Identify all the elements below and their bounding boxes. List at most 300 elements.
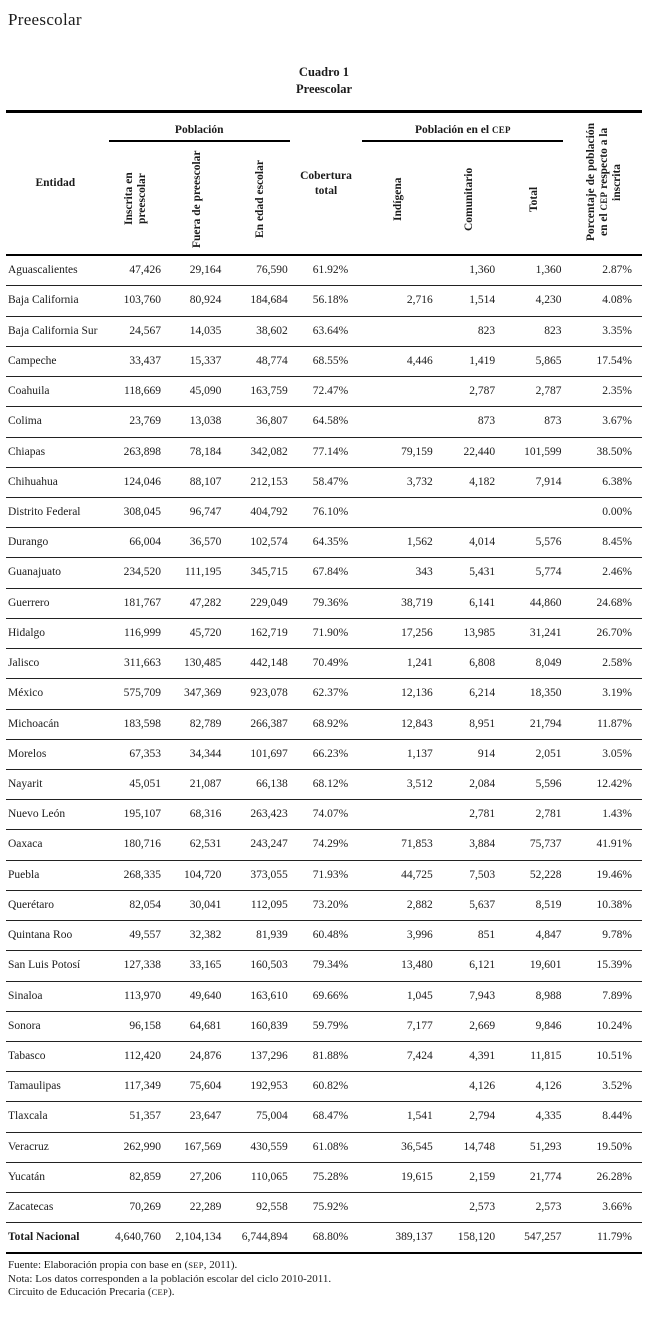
entity-name: Tamaulipas [6, 1072, 105, 1102]
table-row [6, 346, 642, 376]
cell-value: 4,335 [501, 1102, 567, 1132]
cell-value: 36,807 [227, 407, 293, 437]
entity-name: Colima [6, 407, 105, 437]
table-row [6, 286, 642, 316]
cell-value: 88,107 [167, 467, 227, 497]
entity-name: Zacatecas [6, 1193, 105, 1223]
cell-value: 78,184 [167, 437, 227, 467]
cell-value: 8.44% [567, 1102, 642, 1132]
data-table [6, 110, 642, 1255]
cell-value: 79.36% [294, 588, 358, 618]
cell-value: 5,774 [501, 558, 567, 588]
table-row [6, 769, 642, 799]
entity-name: Guerrero [6, 588, 105, 618]
cell-value: 6,808 [439, 649, 501, 679]
entity-name: Jalisco [6, 649, 105, 679]
table-row [6, 1102, 642, 1132]
col-header-comunitario [439, 147, 501, 255]
cell-value: 2.35% [567, 377, 642, 407]
cell-value: 3,732 [358, 467, 439, 497]
cell-value: 183,598 [105, 709, 167, 739]
cell-value: 389,137 [395, 1231, 433, 1244]
cell-value: 32,382 [167, 921, 227, 951]
cell-value: 2,084 [439, 769, 501, 799]
cell-value: 1,514 [439, 286, 501, 316]
footnote-cep [8, 1286, 642, 1299]
group-header-cep-text: Población en el [414, 124, 492, 136]
cell-value: 5,865 [501, 346, 567, 376]
cell-value: 62,531 [167, 830, 227, 860]
cell-value: 23,769 [105, 407, 167, 437]
cell-value: 873 [501, 407, 567, 437]
cell-value: 234,520 [105, 558, 167, 588]
entity-name: México [6, 679, 105, 709]
cell-value [358, 1072, 439, 1102]
cell-value: 6,744,894 [241, 1231, 288, 1244]
cell-value: 52,228 [501, 860, 567, 890]
cell-value: 110,065 [227, 1162, 293, 1192]
cell-value: 82,789 [167, 709, 227, 739]
cell-value: 13,985 [439, 618, 501, 648]
cell-value: 10.51% [567, 1041, 642, 1071]
cell-value: 873 [439, 407, 501, 437]
cell-value: 15,337 [167, 346, 227, 376]
table-title [6, 64, 642, 98]
entity-name: Sinaloa [6, 981, 105, 1011]
cell-value: 137,296 [227, 1041, 293, 1071]
cell-value: 70,269 [105, 1193, 167, 1223]
cell-value: 96,158 [105, 1011, 167, 1041]
cell-value: 4,014 [439, 528, 501, 558]
cell-value: 64.58% [294, 407, 358, 437]
cell-value: 1,045 [358, 981, 439, 1011]
table-row [6, 377, 642, 407]
cell-value: 2.58% [567, 649, 642, 679]
cell-value: 2,781 [501, 800, 567, 830]
cell-value: 18,350 [501, 679, 567, 709]
table-row [6, 679, 642, 709]
cell-value [501, 498, 567, 528]
entity-name: Baja California Sur [6, 316, 105, 346]
cell-value: 47,282 [167, 588, 227, 618]
cell-value: 56.18% [294, 286, 358, 316]
cell-value: 112,420 [105, 1041, 167, 1071]
cell-value: 2,104,134 [175, 1231, 222, 1244]
cell-value: 82,859 [105, 1162, 167, 1192]
table-row [6, 709, 642, 739]
table-title-line2: Preescolar [296, 81, 352, 96]
cell-value: 13,038 [167, 407, 227, 437]
porcentaje-text-2: respecto a la inscrita [598, 127, 624, 201]
cell-value: 184,684 [227, 286, 293, 316]
col-header-total-label: Total [527, 186, 540, 212]
cell-value: 229,049 [227, 588, 293, 618]
table-row [6, 1041, 642, 1071]
table-row [6, 618, 642, 648]
cell-value: 71.93% [294, 860, 358, 890]
cell-value: 118,669 [105, 377, 167, 407]
cell-value: 345,715 [227, 558, 293, 588]
table-row [6, 739, 642, 769]
cell-value: 160,503 [227, 951, 293, 981]
entity-name: Querétaro [6, 890, 105, 920]
cell-value: 3.52% [567, 1072, 642, 1102]
cell-value: 19.50% [567, 1132, 642, 1162]
cell-value: 12,136 [358, 679, 439, 709]
col-header-inscrita [105, 147, 167, 255]
cell-value: 68.47% [294, 1102, 358, 1132]
cell-value: 81.88% [294, 1041, 358, 1071]
cell-value: 75,004 [227, 1102, 293, 1132]
entity-name: Morelos [6, 739, 105, 769]
cell-value: 823 [439, 316, 501, 346]
cell-value: 82,054 [105, 890, 167, 920]
cell-value: 19.46% [567, 860, 642, 890]
cell-value: 311,663 [105, 649, 167, 679]
entity-name: Chihuahua [6, 467, 105, 497]
entity-name: Tlaxcala [6, 1102, 105, 1132]
footnote-fuente-text-2: , 2011). [203, 1259, 238, 1272]
cell-value: 124,046 [105, 467, 167, 497]
cell-value: 45,051 [105, 769, 167, 799]
cell-value: 3.66% [567, 1193, 642, 1223]
col-header-comunitario-label: Comunitario [463, 167, 476, 231]
cell-value: 101,697 [227, 739, 293, 769]
cell-value: 3.19% [567, 679, 642, 709]
cell-value: 2,573 [501, 1193, 567, 1223]
cell-value: 21,087 [167, 769, 227, 799]
cell-value: 2,669 [439, 1011, 501, 1041]
cell-value: 48,774 [227, 346, 293, 376]
cell-value: 64.35% [294, 528, 358, 558]
cell-value: 268,335 [105, 860, 167, 890]
cell-value: 9,846 [501, 1011, 567, 1041]
cell-value: 1,241 [358, 649, 439, 679]
cell-value: 75,737 [501, 830, 567, 860]
cell-value: 7,177 [358, 1011, 439, 1041]
cell-value: 73.20% [294, 890, 358, 920]
cell-value: 101,599 [501, 437, 567, 467]
cell-value: 9.78% [567, 921, 642, 951]
table-row [6, 498, 642, 528]
cell-value: 24,876 [167, 1041, 227, 1071]
cell-value: 8,049 [501, 649, 567, 679]
cell-value: 70.49% [294, 649, 358, 679]
cell-value: 38,602 [227, 316, 293, 346]
entity-name: Nayarit [6, 769, 105, 799]
cell-value: 27,206 [167, 1162, 227, 1192]
cell-value: 343 [358, 558, 439, 588]
cell-value: 308,045 [105, 498, 167, 528]
table-row [6, 1132, 642, 1162]
cell-value: 13,480 [358, 951, 439, 981]
entity-name: Guanajuato [6, 558, 105, 588]
footnotes [6, 1259, 642, 1299]
cell-value: 30,041 [167, 890, 227, 920]
footnote-fuente-text: Fuente: Elaboración propia con base en ( [8, 1259, 189, 1272]
entity-name: Campeche [6, 346, 105, 376]
cell-value: 44,860 [501, 588, 567, 618]
cell-value: 61.08% [294, 1132, 358, 1162]
cell-value: 4,391 [439, 1041, 501, 1071]
cell-value [358, 255, 439, 286]
cell-value: 8,988 [501, 981, 567, 1011]
cell-value: 6,141 [439, 588, 501, 618]
cell-value: 430,559 [227, 1132, 293, 1162]
cell-value: 2,573 [439, 1193, 501, 1223]
col-header-indigena-label: Indígena [392, 177, 404, 221]
cell-value: 7,914 [501, 467, 567, 497]
entity-name: Oaxaca [6, 830, 105, 860]
cell-value [358, 407, 439, 437]
cell-value: 34,344 [167, 739, 227, 769]
cell-value: 74.07% [294, 800, 358, 830]
cell-value: 212,153 [227, 467, 293, 497]
cell-value: 914 [439, 739, 501, 769]
cell-value: 17.54% [567, 346, 642, 376]
cell-value: 66,138 [227, 769, 293, 799]
cell-value: 1.43% [567, 800, 642, 830]
cell-value: 2,716 [358, 286, 439, 316]
cell-value: 243,247 [227, 830, 293, 860]
cell-value: 347,369 [167, 679, 227, 709]
group-header-poblacion-label: Población [109, 118, 290, 142]
cell-value: 8,951 [439, 709, 501, 739]
cell-value: 80,924 [167, 286, 227, 316]
table-row [6, 860, 642, 890]
cell-value: 2.87% [567, 255, 642, 286]
cell-value: 160,839 [227, 1011, 293, 1041]
cell-value: 2,787 [439, 377, 501, 407]
entity-name: Distrito Federal [6, 498, 105, 528]
cell-value: 75.92% [294, 1193, 358, 1223]
table-row [6, 951, 642, 981]
table-row [6, 1193, 642, 1223]
table-row [6, 649, 642, 679]
cell-value: 19,601 [501, 951, 567, 981]
table-row [6, 588, 642, 618]
cell-value: 158,120 [457, 1231, 496, 1244]
cell-value: 102,574 [227, 528, 293, 558]
cell-value: 14,035 [167, 316, 227, 346]
cell-value: 4,126 [501, 1072, 567, 1102]
col-header-total [501, 147, 567, 255]
cell-value: 1,419 [439, 346, 501, 376]
col-header-indigena [358, 147, 439, 255]
entity-name: Quintana Roo [6, 921, 105, 951]
cell-value: 4,847 [501, 921, 567, 951]
table-row [6, 528, 642, 558]
footnote-nota: Nota: Los datos corresponden a la población escolar del ciclo 2010-2011. [8, 1272, 332, 1285]
table-row [6, 316, 642, 346]
cell-value: 2,159 [439, 1162, 501, 1192]
cell-value: 96,747 [167, 498, 227, 528]
cell-value [358, 316, 439, 346]
group-header-cep-label [362, 118, 563, 142]
cell-value: 33,165 [167, 951, 227, 981]
cell-value: 8.45% [567, 528, 642, 558]
group-header-poblacion [105, 111, 294, 147]
cell-value: 4,182 [439, 467, 501, 497]
porcentaje-text-1: Porcentaje de población en el [585, 123, 611, 241]
cell-value: 2,781 [439, 800, 501, 830]
cell-value: 117,349 [105, 1072, 167, 1102]
entity-name: Michoacán [6, 709, 105, 739]
cell-value: 2,794 [439, 1102, 501, 1132]
cell-value: 22,289 [167, 1193, 227, 1223]
cell-value: 923,078 [227, 679, 293, 709]
entity-name: Nuevo León [6, 800, 105, 830]
cell-value: 24.68% [567, 588, 642, 618]
cell-value: 68,316 [167, 800, 227, 830]
entity-name: Sonora [6, 1011, 105, 1041]
table-row [6, 1162, 642, 1192]
cell-value: 7,943 [439, 981, 501, 1011]
cell-value: 1,562 [358, 528, 439, 558]
cell-value: 24,567 [105, 316, 167, 346]
cell-value: 59.79% [294, 1011, 358, 1041]
cell-value: 127,338 [105, 951, 167, 981]
cell-value: 49,557 [105, 921, 167, 951]
cell-value: 1,137 [358, 739, 439, 769]
cell-value [358, 800, 439, 830]
cell-value: 61.92% [294, 255, 358, 286]
cell-value: 17,256 [358, 618, 439, 648]
cell-value: 47,426 [105, 255, 167, 286]
cell-value: 58.47% [294, 467, 358, 497]
cell-value: 31,241 [501, 618, 567, 648]
cell-value: 180,716 [105, 830, 167, 860]
cell-value: 6.38% [567, 467, 642, 497]
cell-value: 60.82% [294, 1072, 358, 1102]
cell-value: 51,293 [501, 1132, 567, 1162]
cell-value: 5,576 [501, 528, 567, 558]
cell-value: 21,774 [501, 1162, 567, 1192]
cell-value: 44,725 [358, 860, 439, 890]
entity-name: Total Nacional [8, 1231, 80, 1244]
cell-value: 1,360 [439, 255, 501, 286]
cell-value: 263,898 [105, 437, 167, 467]
cell-value: 62.37% [294, 679, 358, 709]
cell-value: 51,357 [105, 1102, 167, 1132]
cell-value: 11,815 [501, 1041, 567, 1071]
cell-value: 547,257 [524, 1231, 562, 1244]
cell-value: 162,719 [227, 618, 293, 648]
cell-value: 113,970 [105, 981, 167, 1011]
cell-value: 76.10% [294, 498, 358, 528]
table-row [6, 890, 642, 920]
cell-value: 4.08% [567, 286, 642, 316]
col-header-cobertura: Cobertura total [294, 111, 358, 255]
cell-value [358, 1193, 439, 1223]
cell-value: 92,558 [227, 1193, 293, 1223]
col-header-fuera-label: Fuera de preescolar [190, 150, 203, 249]
cell-value: 404,792 [227, 498, 293, 528]
cell-value: 263,423 [227, 800, 293, 830]
col-header-entidad: Entidad [6, 111, 105, 255]
table-header [6, 111, 642, 255]
cell-value: 76,590 [227, 255, 293, 286]
cell-value: 2,882 [358, 890, 439, 920]
cell-value: 74.29% [294, 830, 358, 860]
cell-value: 192,953 [227, 1072, 293, 1102]
entity-name: Puebla [6, 860, 105, 890]
cell-value: 4,640,760 [114, 1231, 161, 1244]
cep-acronym: CEP [151, 1287, 169, 1298]
table-row [6, 1072, 642, 1102]
cell-value: 130,485 [167, 649, 227, 679]
cell-value: 63.64% [294, 316, 358, 346]
cell-value: 10.38% [567, 890, 642, 920]
cell-value: 104,720 [167, 860, 227, 890]
cell-value: 68.80% [312, 1231, 349, 1244]
cell-value: 116,999 [105, 618, 167, 648]
table-title-line1: Cuadro 1 [298, 65, 350, 79]
cell-value: 38,719 [358, 588, 439, 618]
cell-value: 163,759 [227, 377, 293, 407]
cell-value: 12,843 [358, 709, 439, 739]
cell-value: 163,610 [227, 981, 293, 1011]
cell-value: 4,446 [358, 346, 439, 376]
cell-value: 75.28% [294, 1162, 358, 1192]
cell-value: 71,853 [358, 830, 439, 860]
entity-name: San Luis Potosí [6, 951, 105, 981]
cell-value: 79,159 [358, 437, 439, 467]
table-row [6, 830, 642, 860]
cell-value: 111,195 [167, 558, 227, 588]
cell-value: 373,055 [227, 860, 293, 890]
cell-value: 45,720 [167, 618, 227, 648]
entity-name: Hidalgo [6, 618, 105, 648]
entity-name: Yucatán [6, 1162, 105, 1192]
cell-value: 7,503 [439, 860, 501, 890]
cell-value: 181,767 [105, 588, 167, 618]
cell-value: 266,387 [227, 709, 293, 739]
cell-value: 103,760 [105, 286, 167, 316]
cell-value: 3.67% [567, 407, 642, 437]
cell-value: 112,095 [227, 890, 293, 920]
table-row [6, 981, 642, 1011]
cell-value [358, 377, 439, 407]
cell-value: 0.00% [567, 498, 642, 528]
cell-value: 3.05% [567, 739, 642, 769]
table-row [6, 558, 642, 588]
cell-value: 195,107 [105, 800, 167, 830]
col-header-edad-label: En edad escolar [254, 160, 267, 239]
col-header-edad [227, 147, 293, 255]
cell-value: 3,996 [358, 921, 439, 951]
cell-value: 575,709 [105, 679, 167, 709]
cep-acronym: CEP [599, 191, 610, 211]
table-row [6, 1011, 642, 1041]
entity-name: Aguascalientes [6, 255, 105, 286]
cell-value: 79.34% [294, 951, 358, 981]
cell-value: 14,748 [439, 1132, 501, 1162]
cell-value: 23,647 [167, 1102, 227, 1132]
cell-value: 3.35% [567, 316, 642, 346]
cell-value: 29,164 [167, 255, 227, 286]
cell-value: 4,126 [439, 1072, 501, 1102]
table-row [6, 255, 642, 286]
cell-value: 26.70% [567, 618, 642, 648]
cell-value: 26.28% [567, 1162, 642, 1192]
cell-value: 19,615 [358, 1162, 439, 1192]
cell-value: 45,090 [167, 377, 227, 407]
cell-value: 11.79% [596, 1231, 632, 1244]
cell-value: 33,437 [105, 346, 167, 376]
entity-name: Baja California [6, 286, 105, 316]
cell-value: 75,604 [167, 1072, 227, 1102]
